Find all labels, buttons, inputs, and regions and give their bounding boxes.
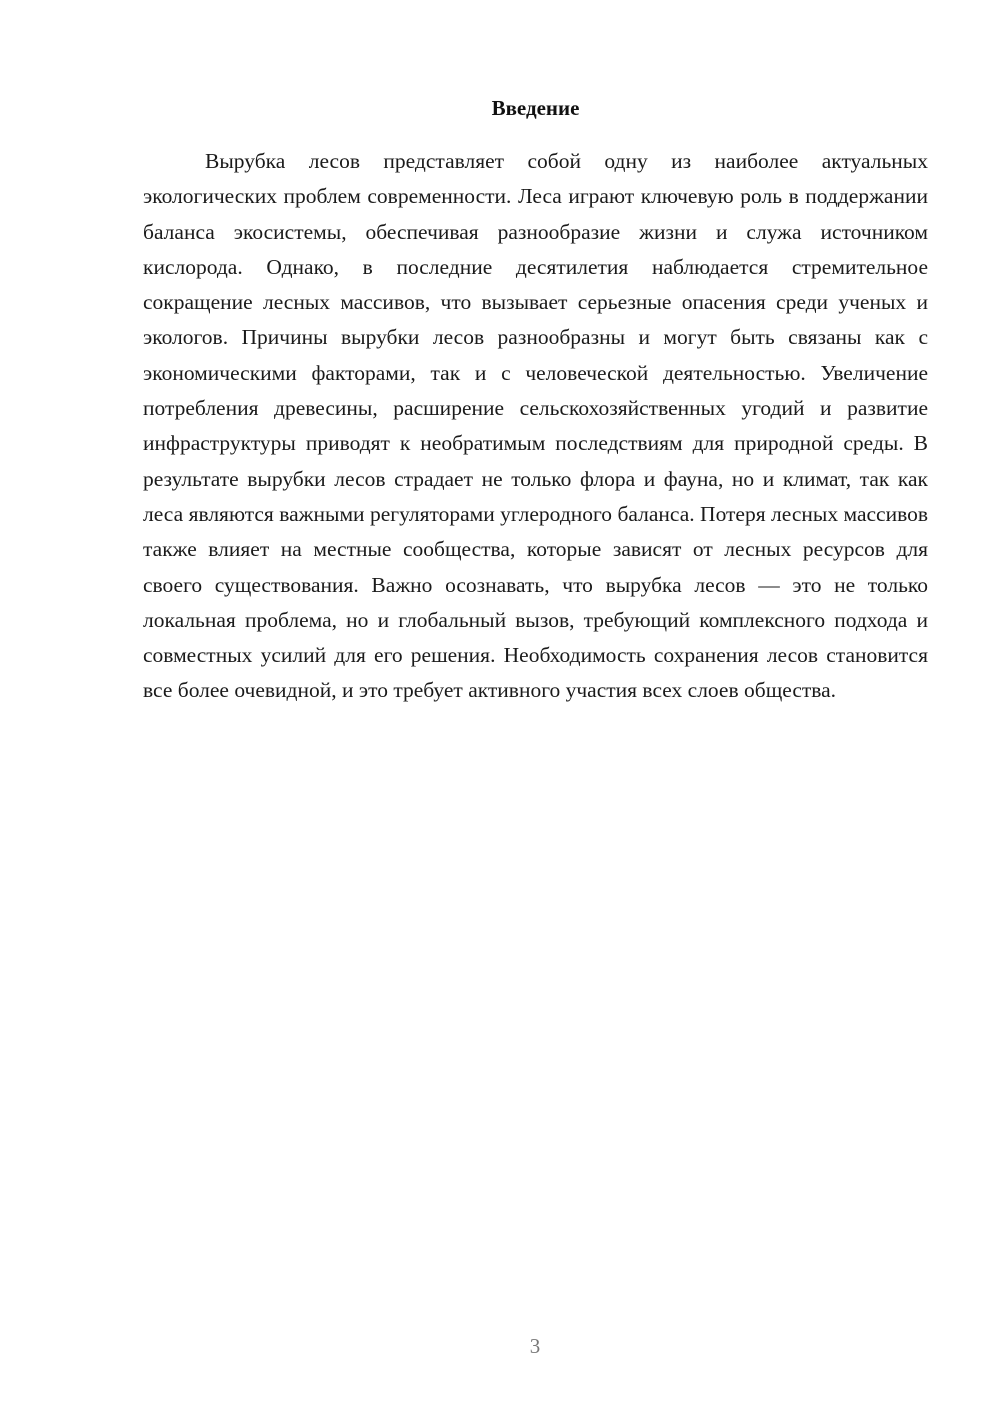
page-number: 3 (529, 1334, 541, 1358)
section-heading: Введение (491, 96, 580, 120)
body-paragraph: Вырубка лесов представляет собой одну из наиболее актуальных экологических проблем современности. Леса играют ключевую роль в поддержании баланса экосистемы, обеспечивая разнообразие жизни и служа источником кислорода. Однако, в последние десятилетия наблюдается стремительное сокращение лесных массивов, что вызывает серьезные опасения среди ученых и экологов. Причины вырубки лесов разнообразны и могут быть связаны как с экономическими факторами, так и с человеческой деятельностью. Увеличение потребления древесины, расширение сельскохозяйственных угодий и развитие инфраструктуры приводят к необратимым последствиям для природной среды. В результате вырубки лесов страдает не только флора и фауна, но и климат, так как леса являются важными регуляторами углеродного баланса. Потеря лесных массивов также влияет на местные сообщества, которые зависят от лесных ресурсов для своего существования. Важно осознавать, что вырубка лесов — это не только локальная проблема, но и глобальный вызов, требующий комплексного подхода и совместных усилий для его решения. Необходимость сохранения лесов становится все более очевидной, и это требует активного участия всех слоев общества. (143, 149, 928, 703)
